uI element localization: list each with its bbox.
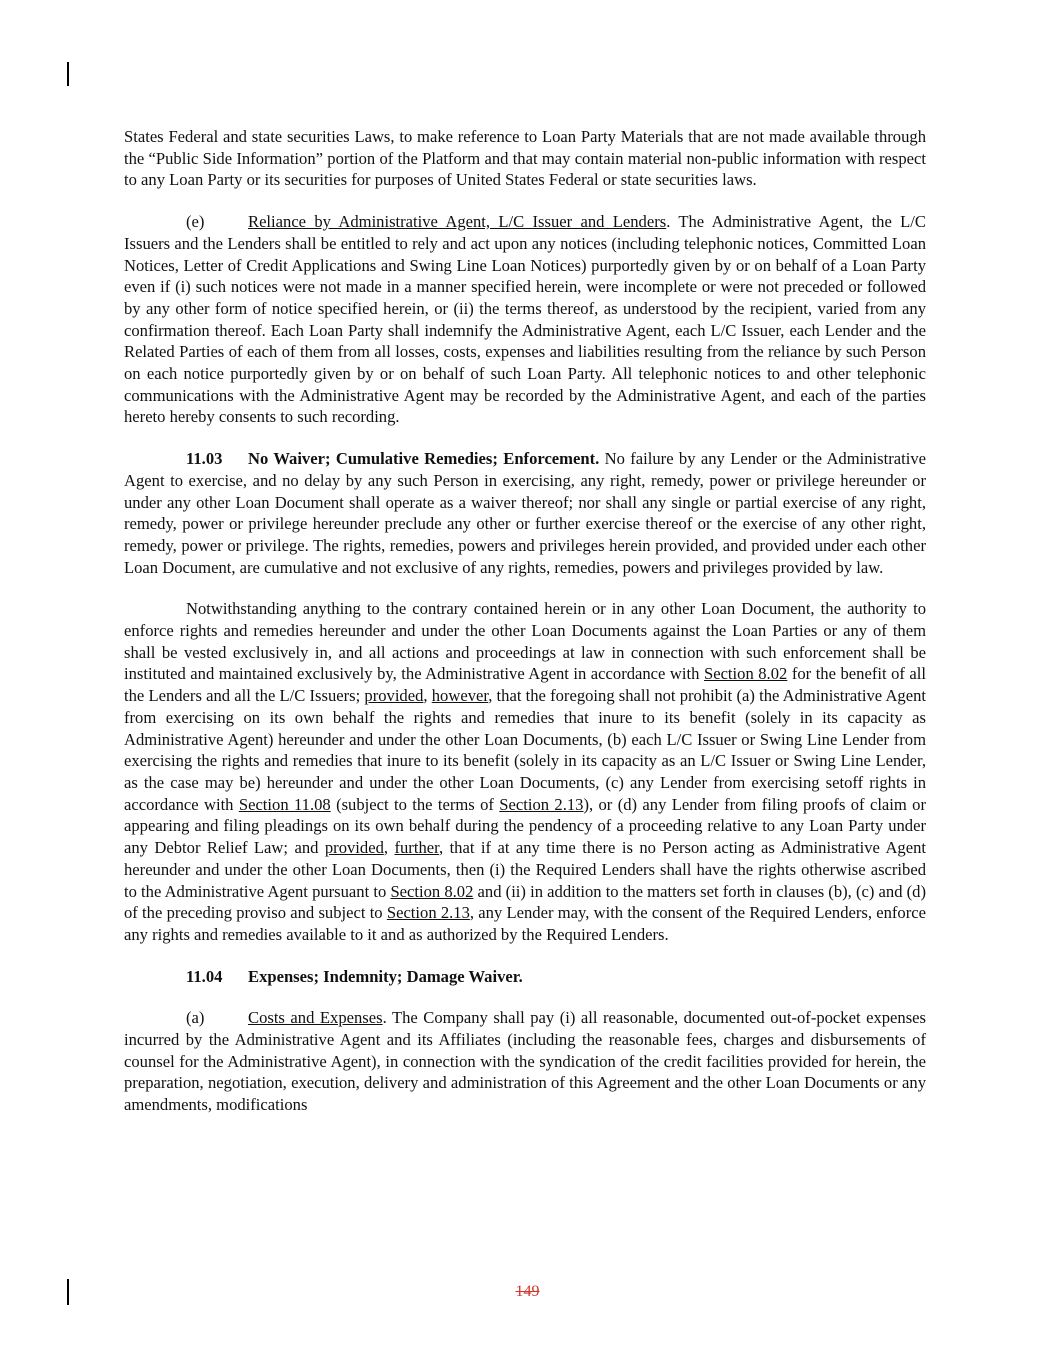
- section-title-11-03: No Waiver; Cumulative Remedies; Enforcement.: [248, 449, 600, 469]
- document-body: [124, 126, 926, 1136]
- text-run: and (ii) in addition to the matters set forth in clauses (b), (c) and (d) of the preceding proviso and subject to: [124, 881, 926, 923]
- defined-term: provided: [324, 838, 384, 858]
- defined-term: provided: [364, 686, 424, 706]
- defined-term: further: [394, 838, 439, 858]
- paragraph-notwithstanding: [124, 598, 926, 945]
- cross-reference: Section 11.08: [238, 794, 331, 814]
- clause-text-costs: . The Company shall pay (i) all reasonable, documented out-of-pocket expenses incurred by the Administrative Agent and its Affiliates (including the reasonable fees, charges and disbursements of counsel for the Administrative Agent), in connection with the syndication of the credit facilities provided for herein, the preparation, negotiation, execution, delivery and administration of this Agreement and the other Loan Documents or any amendments, modifications: [124, 1008, 927, 1115]
- section-text-11-03: No failure by any Lender or the Administrative Agent to exercise, and no delay by any such Person in exercising, any right, remedy, power or privilege hereunder or under any other Loan Document shall operate as a waiver thereof; nor shall any single or partial exercise of any right, remedy, power or privilege hereunder preclude any other or further exercise thereof or the exercise of any other right, remedy, power or privilege. The rights, remedies, powers and privileges herein provided, and provided under each other Loan Document, are cumulative and not exclusive of any rights, remedies, powers and privileges provided by law.: [124, 449, 926, 577]
- paragraph-continuation: States Federal and state securities Laws, to make reference to Loan Party Materials that are not made available through the “Public Side Information” portion of the Platform and that may contain material non-public information with respect to any Loan Party or its securities for purposes of United States Federal or state securities laws.: [124, 127, 926, 190]
- paragraph-costs-expenses: [124, 1007, 926, 1116]
- revision-bar-top: [67, 62, 69, 86]
- section-number-11-04: 11.04: [186, 966, 223, 986]
- text-run: for the benefit of all the Lenders and all the L/C Issuers;: [124, 664, 927, 706]
- clause-text-reliance: . The Administrative Agent, the L/C Issuers and the Lenders shall be entitled to rely and act upon any notices (including telephonic notices, Committed Loan Notices, Letter of Credit Applications and Swing Line Loan Notices) purportedly given by or on behalf of a Loan Party even if (i) such notices were not made in a manner specified herein, were incomplete or were not preceded or followed by any other form of notice specified herein, or (ii) the terms thereof, as understood by the recipient, varied from any confirmation thereof. Each Loan Party shall indemnify the Administrative Agent, each L/C Issuer, each Lender and the Related Parties of each of them from all losses, costs, expenses and liabilities resulting from the reliance by such Person on each notice purportedly given by or on behalf of such Loan Party. All telephonic notices to and other telephonic communications with the Administrative Agent may be recorded by the Administrative Agent, and each of the parties hereto hereby consents to such recording.: [124, 212, 926, 427]
- page-number: 149: [515, 1283, 540, 1300]
- clause-label-a: (a): [186, 1008, 205, 1028]
- clause-label-e: (e): [186, 212, 205, 232]
- paragraph-reliance: [124, 211, 926, 428]
- text-run: Notwithstanding anything to the contrary contained herein or in any other Loan Document, the authority to enforce rights and remedies hereunder and under the other Loan Documents against the Loan Parties or any of them shall be vested exclusively in, and all actions and proceedings at law in connection with such enforcement shall be instituted and maintained exclusively by, the Administrative Agent in accordance with: [124, 599, 926, 684]
- cross-reference: Section 2.13: [386, 903, 470, 923]
- defined-term: however: [431, 686, 489, 706]
- cross-reference: Section 8.02: [703, 664, 788, 684]
- text-run: ), or (d) any Lender from filing proofs of claim or appearing and filing pleadings on its own behalf during the pendency of a proceeding relative to any Loan Party under any Debtor Relief Law; and: [124, 794, 926, 858]
- text-run: (subject to the terms of: [330, 794, 500, 814]
- text-run: ,: [383, 838, 395, 858]
- section-11-04: [124, 966, 926, 988]
- cross-reference: Section 8.02: [390, 881, 474, 901]
- text-run: ,: [423, 686, 432, 706]
- clause-heading-reliance: Reliance by Administrative Agent, L/C Issuer and Lenders: [248, 212, 667, 232]
- text-run: , any Lender may, with the consent of the Required Lenders, enforce any rights and remedies available to it and as authorized by the Required Lenders.: [124, 903, 926, 944]
- cross-reference: Section 2.13: [499, 794, 584, 814]
- clause-heading-costs: Costs and Expenses: [248, 1008, 383, 1028]
- text-run: , that if at any time there is no Person acting as Administrative Agent hereunder and under the other Loan Documents, then (i) the Required Lenders shall have the rights otherwise ascribed to the Administrative Agent pursuant to: [124, 838, 927, 901]
- section-11-03: [124, 448, 926, 578]
- text-run: , that the foregoing shall not prohibit (a) the Administrative Agent from exercising on its own behalf the rights and remedies that inure to its benefit (solely in its capacity as Administrative Agent) hereunder and under the other Loan Documents, (b) each L/C Issuer or Swing Line Lender from exercising the rights and remedies that inure to its benefit (solely in its capacity as an L/C Issuer or Swing Line Lender, as the case may be) hereunder and under the other Loan Documents, (c) any Lender from exercising setoff rights in accordance with: [124, 686, 927, 814]
- section-number-11-03: 11.03: [186, 449, 223, 469]
- section-title-11-04: Expenses; Indemnity; Damage Waiver.: [248, 966, 523, 986]
